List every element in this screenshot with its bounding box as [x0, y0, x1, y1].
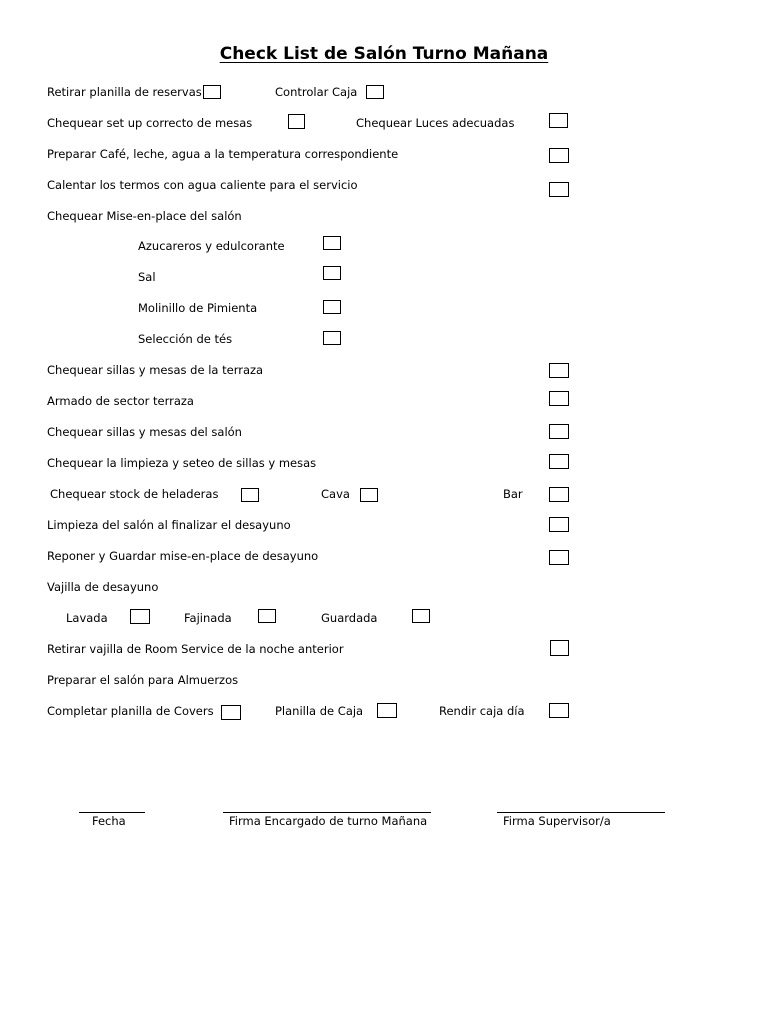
- checkbox-stock-heladeras[interactable]: [241, 488, 259, 502]
- checkbox-lavada[interactable]: [130, 609, 150, 624]
- label-sillas-salon: Chequear sillas y mesas del salón: [47, 425, 242, 439]
- label-stock-heladeras: Chequear stock de heladeras: [50, 487, 219, 501]
- label-molinillo: Molinillo de Pimienta: [138, 301, 258, 315]
- label-seleccion-tes: Selección de tés: [138, 332, 233, 346]
- label-set-up-mesas: Chequear set up correcto de mesas: [47, 116, 253, 130]
- checkbox-guardada[interactable]: [412, 609, 430, 623]
- label-planilla-caja: Planilla de Caja: [275, 704, 364, 718]
- checkbox-retirar-planilla[interactable]: [203, 85, 221, 99]
- checkbox-rendir-caja[interactable]: [549, 703, 569, 718]
- label-controlar-caja: Controlar Caja: [275, 85, 358, 99]
- signature-line-fecha: [79, 812, 145, 813]
- checkbox-controlar-caja[interactable]: [366, 85, 384, 99]
- signature-line-supervisor: [497, 812, 665, 813]
- page-title: Check List de Salón Turno Mañana: [219, 44, 549, 64]
- label-limpieza-sillas: Chequear la limpieza y seteo de sillas y mesas: [47, 456, 317, 470]
- checkbox-bar[interactable]: [549, 487, 569, 502]
- checkbox-limpieza-salon[interactable]: [549, 517, 569, 532]
- checkbox-cava[interactable]: [360, 488, 378, 502]
- label-lavada: Lavada: [66, 611, 108, 625]
- checkbox-luces[interactable]: [549, 113, 568, 128]
- label-retirar-planilla: Retirar planilla de reservas: [47, 85, 202, 99]
- label-firma-supervisor: Firma Supervisor/a: [503, 814, 611, 828]
- label-rendir-caja: Rendir caja día: [439, 704, 525, 718]
- label-planilla-covers: Completar planilla de Covers: [47, 704, 214, 718]
- label-armado-terraza: Armado de sector terraza: [47, 394, 194, 408]
- checkbox-vajilla-room-service[interactable]: [550, 640, 569, 656]
- checkbox-planilla-caja[interactable]: [377, 703, 397, 718]
- label-luces: Chequear Luces adecuadas: [356, 116, 515, 130]
- checkbox-fajinada[interactable]: [258, 609, 276, 623]
- checkbox-molinillo[interactable]: [323, 300, 341, 314]
- checkbox-sillas-terraza[interactable]: [549, 363, 569, 378]
- label-firma-encargado: Firma Encargado de turno Mañana: [229, 814, 428, 828]
- checkbox-seleccion-tes[interactable]: [323, 331, 341, 345]
- label-termos: Calentar los termos con agua caliente para el servicio: [47, 178, 358, 192]
- checkbox-cafe[interactable]: [549, 148, 569, 163]
- label-bar: Bar: [503, 487, 523, 501]
- checkbox-sal[interactable]: [323, 266, 341, 280]
- checkbox-armado-terraza[interactable]: [549, 391, 569, 406]
- checkbox-sillas-salon[interactable]: [549, 424, 569, 439]
- label-vajilla-desayuno: Vajilla de desayuno: [47, 580, 159, 594]
- checkbox-planilla-covers[interactable]: [221, 705, 241, 720]
- signature-line-encargado: [223, 812, 431, 813]
- label-cava: Cava: [321, 487, 350, 501]
- label-vajilla-room-service: Retirar vajilla de Room Service de la noche anterior: [47, 642, 344, 656]
- checkbox-reponer-mise[interactable]: [549, 550, 569, 565]
- checkbox-limpieza-sillas[interactable]: [549, 454, 569, 469]
- checkbox-termos[interactable]: [549, 182, 569, 197]
- label-fecha: Fecha: [92, 814, 126, 828]
- label-cafe: Preparar Café, leche, agua a la temperatura correspondiente: [47, 147, 399, 161]
- label-limpieza-salon: Limpieza del salón al finalizar el desayuno: [47, 518, 291, 532]
- label-azucareros: Azucareros y edulcorante: [138, 239, 285, 253]
- checkbox-azucareros[interactable]: [323, 236, 341, 250]
- label-sal: Sal: [138, 270, 156, 284]
- label-reponer-mise: Reponer y Guardar mise-en-place de desayuno: [47, 549, 319, 563]
- label-preparar-almuerzos: Preparar el salón para Almuerzos: [47, 673, 239, 687]
- label-mise-en-place: Chequear Mise-en-place del salón: [47, 209, 242, 223]
- checkbox-set-up-mesas[interactable]: [288, 114, 305, 129]
- label-guardada: Guardada: [321, 611, 378, 625]
- label-fajinada: Fajinada: [184, 611, 232, 625]
- label-sillas-terraza: Chequear sillas y mesas de la terraza: [47, 363, 264, 377]
